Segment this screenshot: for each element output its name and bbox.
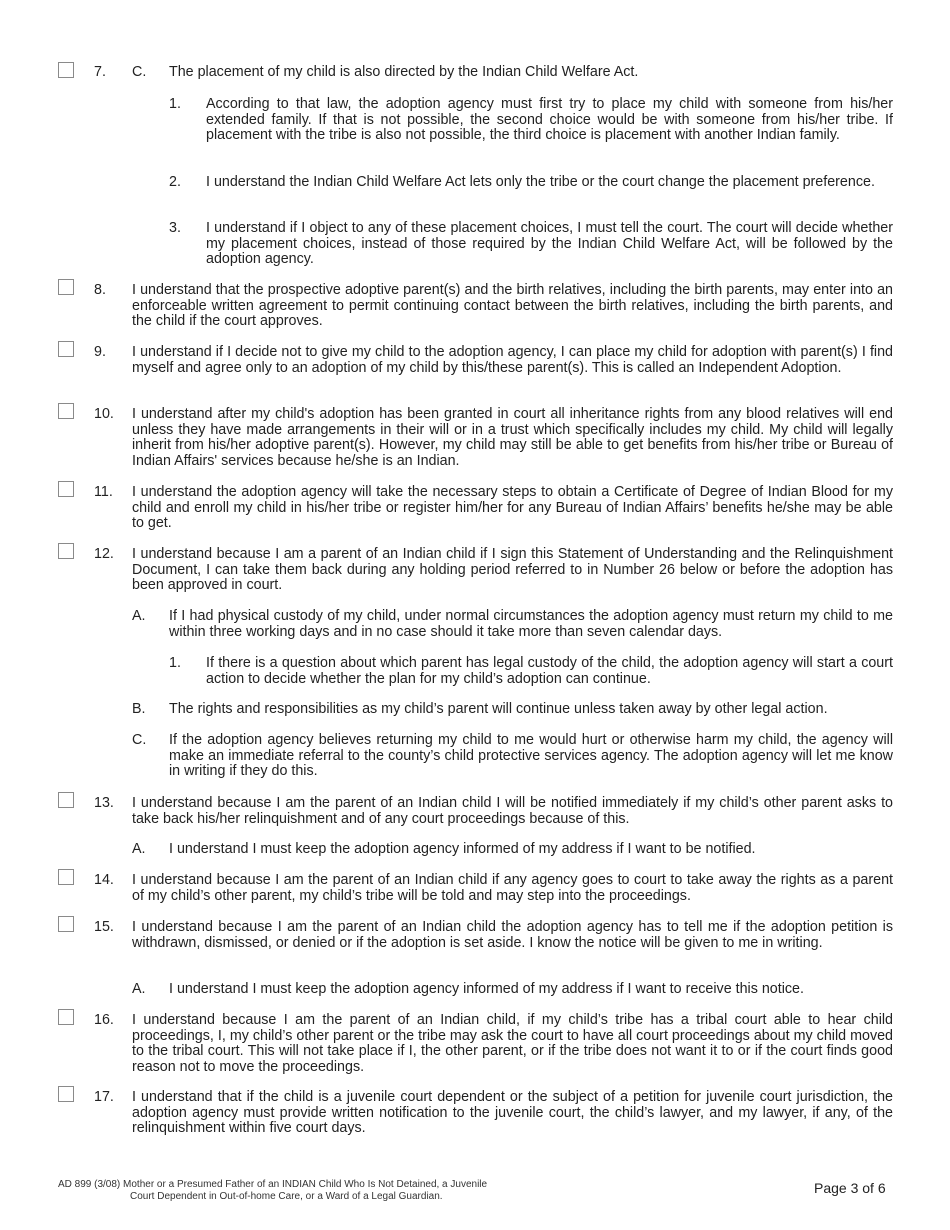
item-number: 16. [94,1012,114,1028]
item-number: 9. [94,344,106,360]
sub-letter: A. [132,608,146,624]
checkbox-item-14[interactable] [58,869,74,885]
sub-text: I understand the Indian Child Welfare Act lets only the tribe or the court change the placement preference. [206,174,875,190]
sub-text: If the adoption agency believes returning my child to me would hurt or otherwise harm my child, the agency will make an immediate referral to the county’s child protective services agency. The adoption agency will let me know in writing if they do this. [169,732,893,780]
checkbox-item-7[interactable] [58,62,74,78]
item-text: The placement of my child is also directed by the Indian Child Welfare Act. [169,64,639,80]
item-text: I understand the adoption agency will take the necessary steps to obtain a Certificate of Degree of Indian Blood for my child and enroll my child in his/her tribe or register him/her for any Bureau of Indian Affairs’ benefits he/she may be able to get. [132,484,893,532]
sub-text: If there is a question about which parent has legal custody of the child, the adoption agency will start a court action to decide whether the plan for my child’s adoption can continue. [206,655,893,687]
item-number: 15. [94,919,114,935]
item-text: I understand if I decide not to give my child to the adoption agency, I can place my child for adoption with parent(s) I find myself and agree only to an adoption of my child by this/these parent(s). This is called an Independent Adoption. [132,344,893,376]
item-number: 17. [94,1089,114,1105]
form-footer-line-1: AD 899 (3/08) Mother or a Presumed Father of an INDIAN Child Who Is Not Detained, a Juvenile [58,1179,488,1190]
sub-text: I understand I must keep the adoption agency informed of my address if I want to be notified. [169,841,756,857]
sub-number: 3. [169,220,181,236]
item-text: I understand after my child's adoption has been granted in court all inheritance rights from any blood relatives will end unless they have made arrangements in their will or in a trust which specifically includes my child. My child will legally inherit from his/her adoptive parent(s). However, my child may still be able to get benefits from his/her tribe or Bureau of Indian Affairs' services because he/she is an Indian. [132,406,893,469]
item-text: I understand because I am the parent of an Indian child the adoption agency has to tell me if the adoption petition is withdrawn, dismissed, or denied or if the adoption is set aside. I know the notice will be given to me in writing. [132,919,893,951]
item-number: 13. [94,795,114,811]
checkbox-item-11[interactable] [58,481,74,497]
checkbox-item-9[interactable] [58,341,74,357]
sub-number: 2. [169,174,181,190]
item-text: I understand because I am the parent of an Indian child if any agency goes to court to take away the rights as a parent of my child’s other parent, my child’s tribe will be told and may step into the proceedings. [132,872,893,904]
item-number: 14. [94,872,114,888]
page-number: Page 3 of 6 [814,1180,886,1196]
sub-letter: C. [132,732,147,748]
checkbox-item-15[interactable] [58,916,74,932]
item-text: I understand because I am the parent of an Indian child I will be notified immediately if my child’s other parent asks to take back his/her relinquishment and of any court proceedings because of this. [132,795,893,827]
form-footer [58,1179,487,1203]
sub-text: If I had physical custody of my child, under normal circumstances the adoption agency must return my child to me within three working days and in no case should it take more than seven calendar days. [169,608,893,640]
sub-text: I understand I must keep the adoption agency informed of my address if I want to receive this notice. [169,981,804,997]
sub-number: 1. [169,96,181,112]
item-letter: C. [132,64,147,80]
sub-number: 1. [169,655,181,671]
checkbox-item-8[interactable] [58,279,74,295]
item-number: 11. [94,484,113,500]
item-text: I understand that the prospective adoptive parent(s) and the birth relatives, including the birth parents, may enter into an enforceable written agreement to permit continuing contact between the birth relatives, including the birth parents, and the child if the court approves. [132,282,893,330]
form-footer-line-2: Court Dependent in Out-of-home Care, or a Ward of a Legal Guardian. [130,1191,443,1202]
item-text: I understand that if the child is a juvenile court dependent or the subject of a petition for juvenile court jurisdiction, the adoption agency must provide written notification to the juvenile court, the child’s lawyer, and my lawyer, if any, of the relinquishment within five court days. [132,1089,893,1137]
checkbox-item-17[interactable] [58,1086,74,1102]
item-number: 10. [94,406,114,422]
item-text: I understand because I am a parent of an Indian child if I sign this Statement of Understanding and the Relinquishment Document, I can take them back during any holding period referred to in Number 26 below or before the adoption has been approved in court. [132,546,893,594]
item-number: 7. [94,64,106,80]
sub-letter: A. [132,841,146,857]
checkbox-item-13[interactable] [58,792,74,808]
sub-text: The rights and responsibilities as my child’s parent will continue unless taken away by other legal action. [169,701,828,717]
sub-letter: B. [132,701,146,717]
checkbox-item-16[interactable] [58,1009,74,1025]
checkbox-item-12[interactable] [58,543,74,559]
sub-text: I understand if I object to any of these placement choices, I must tell the court. The court will decide whether my placement choices, instead of those required by the Indian Child Welfare Act, will be followed by the adoption agency. [206,220,893,268]
item-text: I understand because I am the parent of an Indian child, if my child’s tribe has a tribal court able to hear child proceedings, I, my child’s other parent or the tribe may ask the court to have all court proceedings about my child moved to the tribal court. This will not take place if I, the other parent, or if the tribe does not want it to or if the court finds good reason not to move the proceedings. [132,1012,893,1075]
sub-text: According to that law, the adoption agency must first try to place my child with someone from his/her extended family. If that is not possible, the second choice would be with someone from his/her tribe. If placement with the tribe is also not possible, the third choice is placement with another Indian family. [206,96,893,144]
item-number: 8. [94,282,106,298]
checkbox-item-10[interactable] [58,403,74,419]
sub-letter: A. [132,981,146,997]
item-number: 12. [94,546,114,562]
